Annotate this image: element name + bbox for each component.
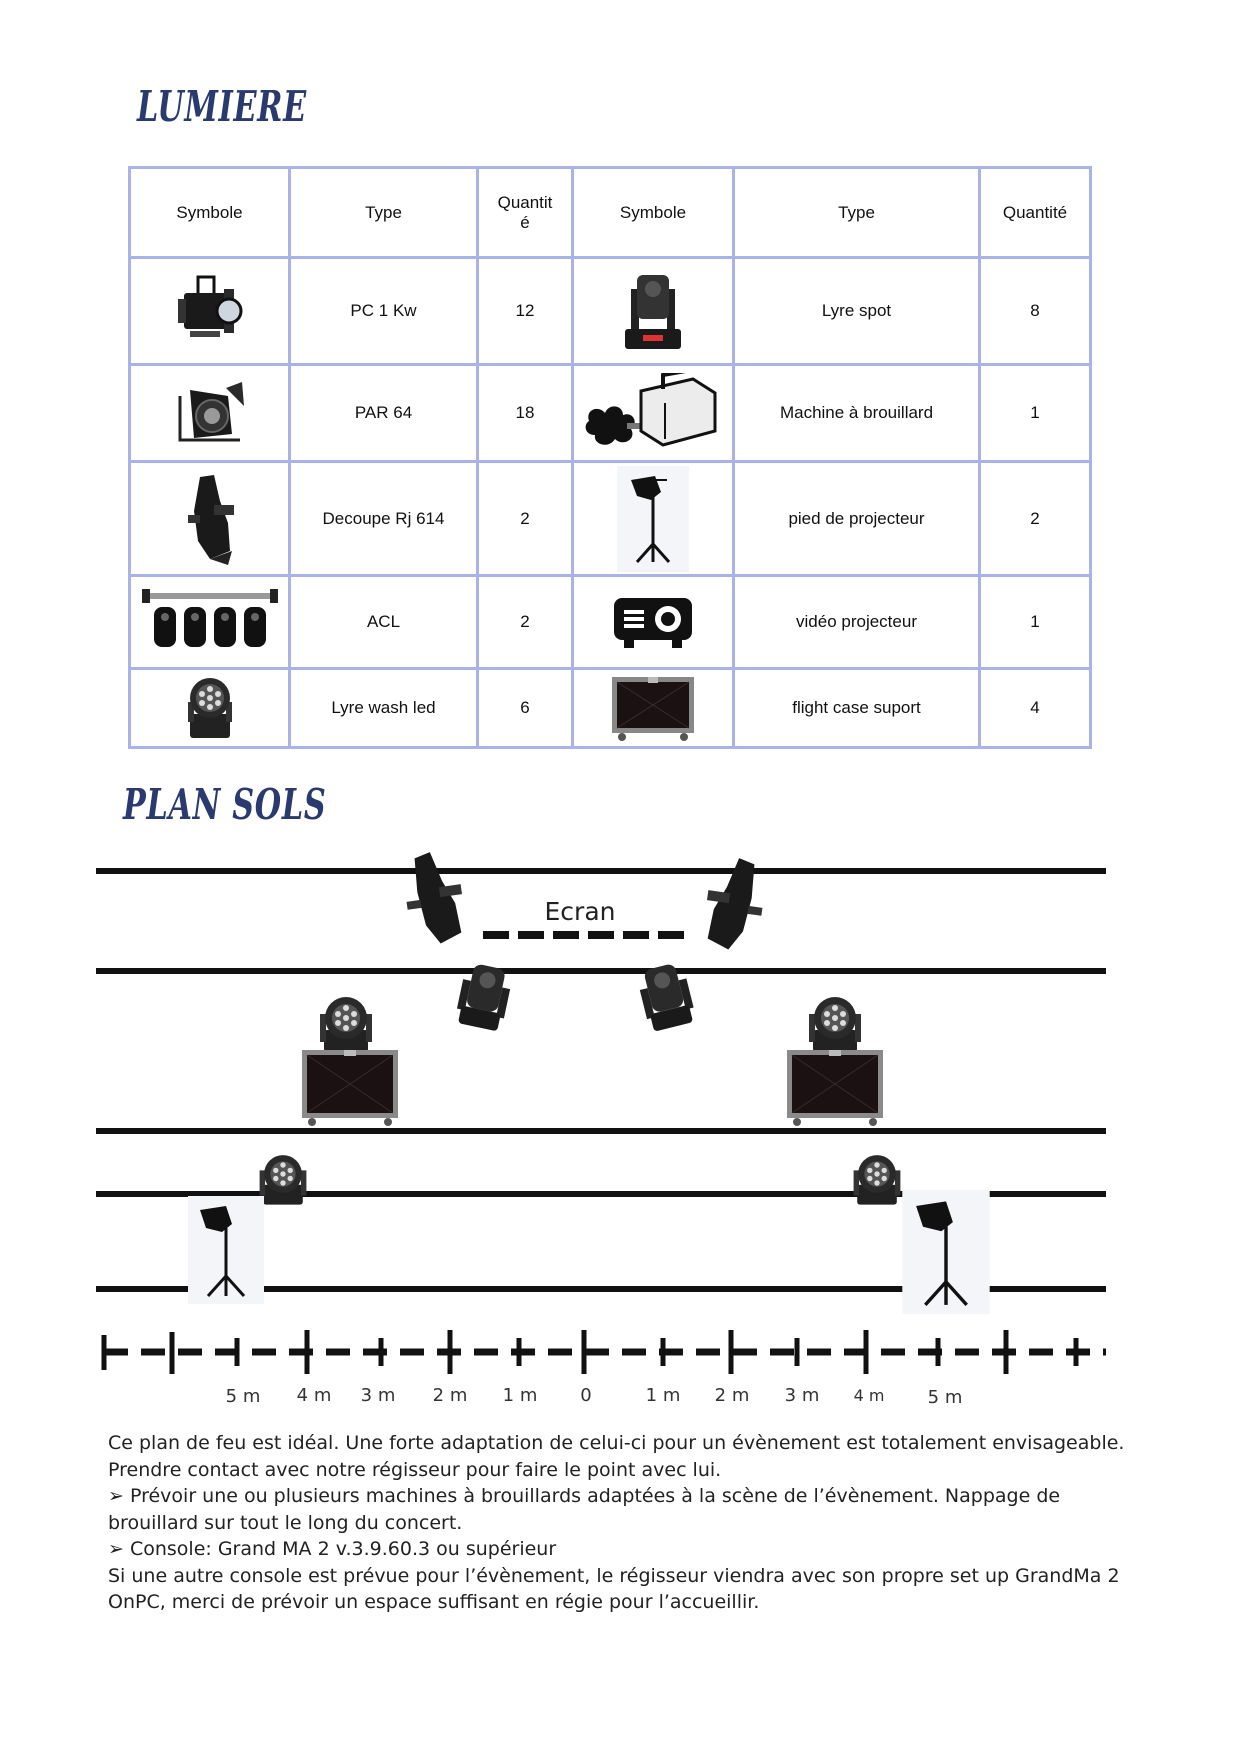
video-projector-icon xyxy=(610,590,696,654)
light-stand-left xyxy=(188,1196,264,1304)
acl-bar-icon xyxy=(140,585,280,659)
table-row xyxy=(130,576,1091,669)
light-stand-icon xyxy=(617,466,689,572)
cell-type: Decoupe Rj 614 xyxy=(290,462,478,576)
cell-qty: 2 xyxy=(478,462,573,576)
cell-type: ACL xyxy=(290,576,478,669)
wash-floor-left xyxy=(260,1155,307,1205)
cell-type: flight case suport xyxy=(734,669,980,748)
pc-projector-icon xyxy=(170,271,250,351)
moving-head-wash-icon xyxy=(180,674,240,742)
cell-type: PC 1 Kw xyxy=(290,258,478,365)
floor-plan-diagram xyxy=(0,840,1239,1410)
wash-floor-right xyxy=(854,1155,901,1205)
header-type-2: Type xyxy=(734,168,980,258)
flight-case-left xyxy=(302,1050,398,1126)
note-paragraph: ➢ Prévoir une ou plusieurs machines à brouillards adaptées à la scène de l’évènement. Nappage de brouillard sur tout le long du concert. xyxy=(108,1485,1061,1534)
note-paragraph: ➢ Console: Grand MA 2 v.3.9.60.3 ou supérieur xyxy=(108,1538,557,1560)
table-row xyxy=(130,365,1091,462)
cell-qty: 2 xyxy=(478,576,573,669)
header-symbole: Symbole xyxy=(130,168,290,258)
flight-case-right xyxy=(787,1050,883,1126)
cell-qty: 12 xyxy=(478,258,573,365)
scale-label: 4 m xyxy=(296,1385,332,1406)
par64-icon xyxy=(170,376,250,450)
cell-type: PAR 64 xyxy=(290,365,478,462)
equipment-table xyxy=(128,166,1092,749)
cell-type: Lyre spot xyxy=(734,258,980,365)
cell-qty: 4 xyxy=(980,669,1091,748)
header-quantite-2: Quantité xyxy=(980,168,1091,258)
header-type: Type xyxy=(290,168,478,258)
cell-type: vidéo projecteur xyxy=(734,576,980,669)
cell-type: Lyre wash led xyxy=(290,669,478,748)
cell-qty: 2 xyxy=(980,462,1091,576)
table-row xyxy=(130,669,1091,748)
header-symbole-2: Symbole xyxy=(573,168,734,258)
profile-spot-left xyxy=(400,849,468,948)
table-row xyxy=(130,462,1091,576)
fog-machine-icon xyxy=(583,373,723,453)
scale-ruler xyxy=(104,1330,1106,1374)
scale-label: 4 m xyxy=(853,1386,885,1405)
cell-qty: 18 xyxy=(478,365,573,462)
wash-on-case-right xyxy=(809,997,861,1052)
scale-label: 2 m xyxy=(432,1385,468,1406)
scale-label: 2 m xyxy=(714,1385,750,1406)
note-paragraph: Ce plan de feu est idéal. Une forte adaptation de celui-ci pour un évènement est totalement envisageable. Prendre contact avec notre régisseur pour faire le point avec lui. xyxy=(108,1432,1125,1481)
cell-qty: 8 xyxy=(980,258,1091,365)
cell-qty: 6 xyxy=(478,669,573,748)
screen-label: Ecran xyxy=(544,897,616,926)
scale-label: 1 m xyxy=(645,1385,681,1406)
profile-spot-icon xyxy=(170,471,250,567)
note-paragraph: Si une autre console est prévue pour l’évènement, le régisseur viendra avec son propre set up GrandMa 2 OnPC, merci de prévoir un espace suffisant en régie pour l’accueillir. xyxy=(108,1564,1120,1613)
scale-label: 3 m xyxy=(360,1385,396,1406)
scale-label: 5 m xyxy=(225,1386,261,1407)
cell-qty: 1 xyxy=(980,365,1091,462)
light-stand-right xyxy=(902,1190,989,1314)
section-title-lumiere: LUMIERE xyxy=(137,82,307,131)
moving-head-spot-icon xyxy=(613,269,693,353)
header-quantite: Quantit é xyxy=(478,168,573,258)
section-title-plan-sols: PLAN SOLS xyxy=(123,780,327,829)
scale-label: 0 xyxy=(580,1385,592,1406)
scale-label: 3 m xyxy=(784,1385,820,1406)
wash-on-case-left xyxy=(320,997,372,1052)
scale-label: 1 m xyxy=(502,1385,538,1406)
notes-block xyxy=(108,1430,1128,1616)
cell-qty: 1 xyxy=(980,576,1091,669)
cell-type: pied de projecteur xyxy=(734,462,980,576)
table-row xyxy=(130,258,1091,365)
scale-label: 5 m xyxy=(927,1387,963,1408)
table-header-row xyxy=(130,168,1091,258)
flight-case-icon xyxy=(610,673,696,743)
cell-type: Machine à brouillard xyxy=(734,365,980,462)
